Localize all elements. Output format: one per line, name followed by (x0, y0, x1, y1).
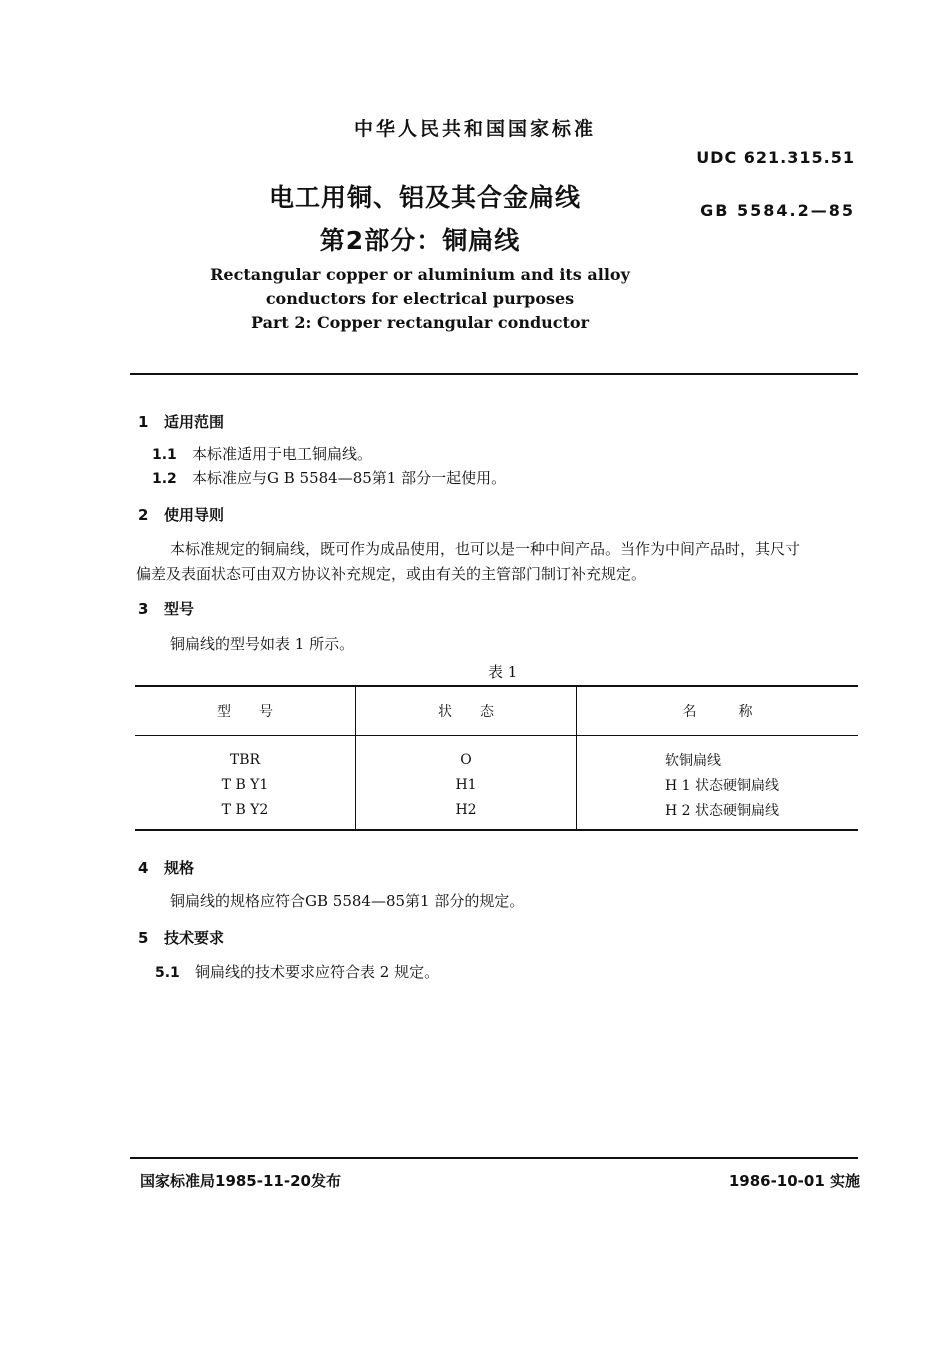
section-3-para: 铜扁线的型号如表 1 所示。 (170, 635, 355, 653)
section-2-number: 2 (138, 506, 149, 524)
section-3-title: 型号 (164, 600, 195, 618)
section-1-title: 适用范围 (164, 413, 225, 431)
section-2-para-line1: 本标准规定的铜扁线，既可作为成品使用，也可以是一种中间产品。当作为中间产品时，其尺寸 (170, 540, 801, 558)
table-header-name: 名 称 (577, 686, 859, 736)
item-5-1 (155, 961, 439, 982)
table-cell-model: T B Y1 (221, 776, 269, 793)
title-en-line1: Rectangular copper or aluminium and its alloy (210, 265, 630, 284)
section-4-title: 规格 (164, 859, 195, 877)
table-cell-state: O (356, 736, 577, 773)
section-2-heading (138, 504, 224, 525)
issue-date: 国家标准局1985-11-20发布 (140, 1172, 341, 1190)
section-2-para-line2: 偏差及表面状态可由双方协议补充规定，或由有关的主管部门制订补充规定。 (136, 565, 647, 583)
section-3-heading (138, 598, 194, 619)
udc-code: UDC 621.315.51 (696, 148, 855, 167)
item-1-1-text: 本标准适用于电工铜扁线。 (192, 445, 373, 463)
item-1-1-number: 1.1 (152, 447, 177, 463)
section-5-number: 5 (138, 929, 149, 947)
title-en-line2: conductors for electrical purposes (265, 289, 575, 308)
item-1-1 (152, 443, 372, 464)
item-1-2-text: 本标准应与G B 5584—85第1 部分一起使用。 (192, 469, 507, 487)
section-4-para: 铜扁线的规格应符合GB 5584—85第1 部分的规定。 (170, 892, 525, 910)
header-rule (130, 373, 858, 375)
section-4-number: 4 (138, 859, 149, 877)
section-5-title: 技术要求 (164, 929, 225, 947)
table-row (135, 797, 858, 830)
effective-date: 1986-10-01 实施 (728, 1172, 860, 1190)
national-standard-heading: 中华人民共和国国家标准 (353, 118, 596, 140)
table-1-caption: 表 1 (488, 663, 518, 681)
section-4-heading (138, 857, 194, 878)
section-2-title: 使用导则 (164, 506, 225, 524)
table-cell-name: H 1 状态硬铜扁线 (577, 772, 859, 797)
footer-rule (130, 1157, 858, 1159)
section-5-heading (138, 927, 224, 948)
table-cell-name: 软铜扁线 (577, 736, 859, 773)
table-1 (135, 685, 858, 831)
table-cell-model: TBR (229, 751, 261, 768)
section-1-number: 1 (138, 413, 149, 431)
table-cell-name: H 2 状态硬铜扁线 (577, 797, 859, 830)
section-1-heading (138, 411, 224, 432)
table-header-state: 状 态 (356, 686, 577, 736)
table-cell-state: H2 (356, 797, 577, 830)
title-cn-line1: 电工用铜、铝及其合金扁线 (268, 183, 581, 212)
table-header-model: 型 号 (135, 686, 356, 736)
table-row (135, 736, 858, 773)
table-header-row (135, 686, 858, 736)
section-3-number: 3 (138, 600, 149, 618)
title-cn-line2: 第2部分：铜扁线 (319, 226, 521, 255)
gb-number: GB 5584.2—85 (700, 201, 855, 220)
item-5-1-text: 铜扁线的技术要求应符合表 2 规定。 (195, 963, 440, 981)
item-1-2-number: 1.2 (152, 471, 177, 487)
item-5-1-number: 5.1 (155, 965, 180, 981)
table-cell-model: T B Y2 (135, 797, 356, 830)
title-en-line3: Part 2: Copper rectangular conductor (250, 313, 590, 332)
table-row (135, 772, 858, 797)
table-cell-state: H1 (356, 772, 577, 797)
item-1-2 (152, 467, 506, 488)
